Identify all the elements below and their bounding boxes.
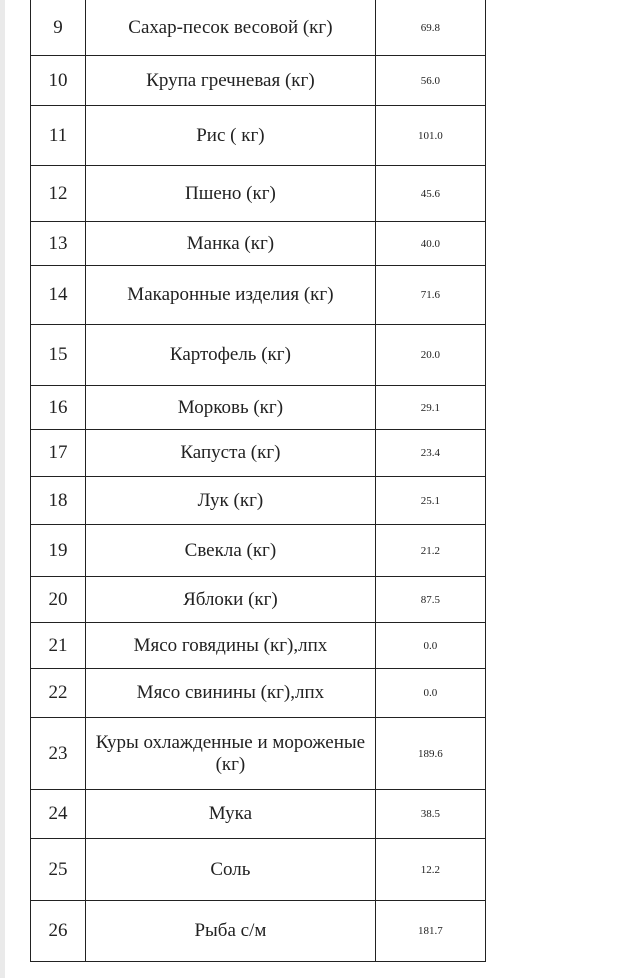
row-number: 23: [31, 718, 86, 790]
product-price: 101.0: [375, 106, 485, 166]
table-row: [31, 106, 486, 166]
table-row: [31, 839, 486, 901]
price-table: [30, 0, 486, 962]
product-name: Картофель (кг): [86, 325, 376, 386]
row-number: 14: [31, 266, 86, 325]
product-name: Мясо говядины (кг),лпх: [86, 623, 376, 669]
product-name: Лук (кг): [86, 477, 376, 525]
table-row: [31, 222, 486, 266]
product-name: Манка (кг): [86, 222, 376, 266]
product-name: Макаронные изделия (кг): [86, 266, 376, 325]
table-row: [31, 901, 486, 962]
table-row: [31, 623, 486, 669]
table-row: [31, 325, 486, 386]
product-name: Сахар-песок весовой (кг): [86, 0, 376, 56]
product-price: 189.6: [375, 718, 485, 790]
price-table-body: [31, 0, 486, 962]
product-price: 23.4: [375, 430, 485, 477]
table-row: [31, 790, 486, 839]
row-number: 10: [31, 56, 86, 106]
row-number: 21: [31, 623, 86, 669]
product-name: Пшено (кг): [86, 166, 376, 222]
row-number: 26: [31, 901, 86, 962]
row-number: 17: [31, 430, 86, 477]
row-number: 16: [31, 386, 86, 430]
product-name: Мука: [86, 790, 376, 839]
product-price: 20.0: [375, 325, 485, 386]
row-number: 11: [31, 106, 86, 166]
table-row: [31, 56, 486, 106]
table-row: [31, 525, 486, 577]
product-price: 25.1: [375, 477, 485, 525]
product-name: Морковь (кг): [86, 386, 376, 430]
product-name: Яблоки (кг): [86, 577, 376, 623]
table-row: [31, 0, 486, 56]
table-row: [31, 166, 486, 222]
row-number: 20: [31, 577, 86, 623]
row-number: 9: [31, 0, 86, 56]
row-number: 19: [31, 525, 86, 577]
table-row: [31, 386, 486, 430]
product-name: Соль: [86, 839, 376, 901]
product-name: Куры охлажденные и мороженые (кг): [86, 718, 376, 790]
page-left-gutter: [0, 0, 5, 978]
table-row: [31, 430, 486, 477]
product-name: Капуста (кг): [86, 430, 376, 477]
table-row: [31, 266, 486, 325]
product-price: 56.0: [375, 56, 485, 106]
product-price: 0.0: [375, 669, 485, 718]
product-price: 87.5: [375, 577, 485, 623]
row-number: 24: [31, 790, 86, 839]
row-number: 25: [31, 839, 86, 901]
product-price: 0.0: [375, 623, 485, 669]
table-row: [31, 669, 486, 718]
product-price: 29.1: [375, 386, 485, 430]
product-price: 40.0: [375, 222, 485, 266]
row-number: 22: [31, 669, 86, 718]
table-row: [31, 718, 486, 790]
product-price: 181.7: [375, 901, 485, 962]
product-price: 45.6: [375, 166, 485, 222]
row-number: 15: [31, 325, 86, 386]
product-price: 71.6: [375, 266, 485, 325]
table-row: [31, 577, 486, 623]
product-name: Крупа гречневая (кг): [86, 56, 376, 106]
table-row: [31, 477, 486, 525]
product-name: Рис ( кг): [86, 106, 376, 166]
product-name: Рыба с/м: [86, 901, 376, 962]
product-price: 12.2: [375, 839, 485, 901]
row-number: 12: [31, 166, 86, 222]
product-price: 69.8: [375, 0, 485, 56]
product-name: Мясо свинины (кг),лпх: [86, 669, 376, 718]
row-number: 13: [31, 222, 86, 266]
row-number: 18: [31, 477, 86, 525]
product-name: Свекла (кг): [86, 525, 376, 577]
product-price: 38.5: [375, 790, 485, 839]
product-price: 21.2: [375, 525, 485, 577]
